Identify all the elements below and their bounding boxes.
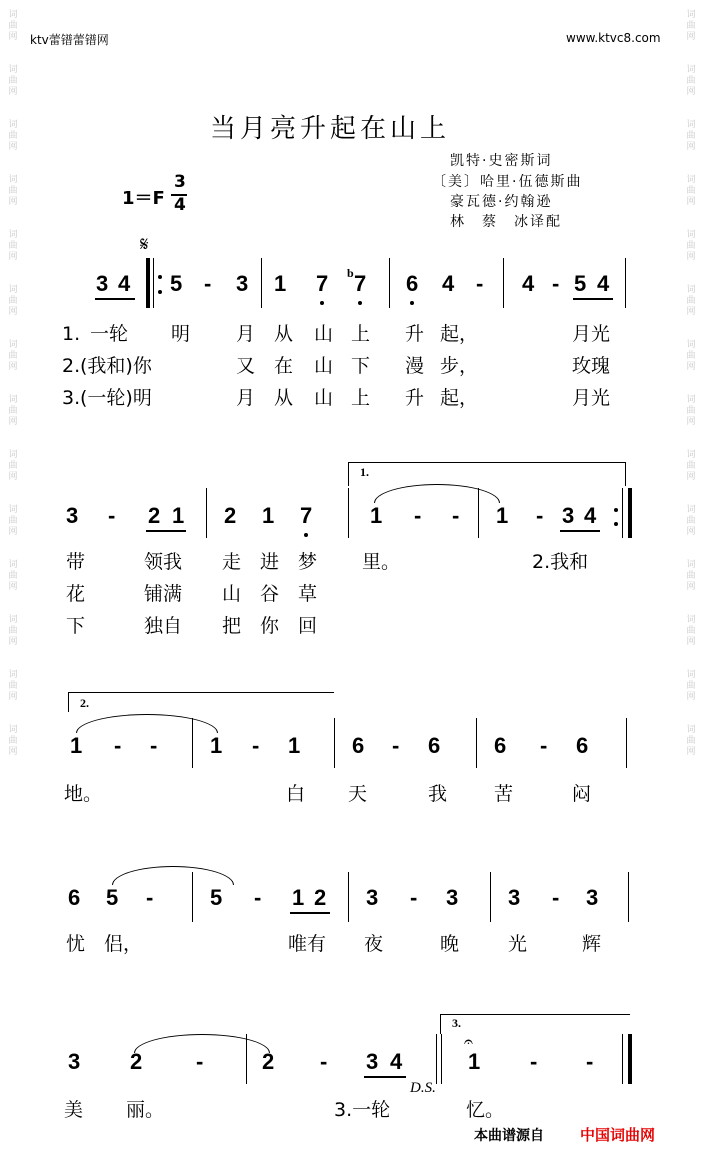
note: 1 xyxy=(292,885,305,910)
lyric: 闷 xyxy=(572,783,592,805)
lyric: 你 xyxy=(260,615,280,637)
ending-1-bracket xyxy=(348,462,626,463)
note: - xyxy=(410,885,418,910)
lyric: 一轮 xyxy=(90,323,129,345)
note: 6 xyxy=(576,733,589,758)
lyric: 铺满 xyxy=(144,583,183,605)
barline xyxy=(503,258,504,308)
note: 6 xyxy=(406,271,419,296)
note: 1 xyxy=(262,503,275,528)
lyric: 草 xyxy=(298,583,318,605)
lyric: 3. xyxy=(62,387,81,409)
lyric: 下 xyxy=(351,355,371,377)
ending-1-bracket-right xyxy=(625,462,626,486)
lyric: 山 xyxy=(314,323,334,345)
note: 5 xyxy=(210,885,223,910)
note: 3 xyxy=(562,503,575,528)
repeat-end-thin xyxy=(622,488,623,538)
note: 6 xyxy=(428,733,441,758)
final-bar-thick xyxy=(628,1034,632,1084)
barline xyxy=(625,258,626,308)
note: 2 xyxy=(130,1049,143,1074)
lyric: 下 xyxy=(66,615,86,637)
lyric: 在 xyxy=(274,355,294,377)
barline xyxy=(334,718,335,768)
note: 3 xyxy=(446,885,459,910)
repeat-end-thick xyxy=(628,488,632,538)
header-right-url: www.ktvc8.com xyxy=(566,31,661,45)
note: 6 xyxy=(68,885,81,910)
credit-composer-2: 豪瓦德·约翰逊 xyxy=(450,194,553,210)
note: 2 xyxy=(224,503,237,528)
lyric: 进 xyxy=(260,551,280,573)
note: - xyxy=(252,733,260,758)
note: 7 xyxy=(316,271,329,296)
barline xyxy=(192,872,193,922)
lyric: 丽。 xyxy=(126,1099,165,1121)
footer-source-text: 本曲谱源自 xyxy=(474,1128,544,1144)
repeat-start-thin xyxy=(153,258,154,308)
note: 5 xyxy=(106,885,119,910)
lyric: 走 xyxy=(222,551,242,573)
final-bar-thin xyxy=(622,1034,623,1084)
credit-lyricist: 凯特·史密斯词 xyxy=(450,153,553,169)
note: 1 xyxy=(210,733,223,758)
repeat-dot xyxy=(158,290,162,294)
barline xyxy=(348,872,349,922)
note: - xyxy=(108,503,116,528)
footer-site-link[interactable]: 中国词曲网 xyxy=(580,1126,656,1144)
note: - xyxy=(146,885,154,910)
low-octave-dot xyxy=(304,533,308,537)
note: - xyxy=(320,1049,328,1074)
lyric: 3.一轮 xyxy=(334,1099,391,1121)
lyric: 夜 xyxy=(364,933,384,955)
note: 1 xyxy=(370,503,383,528)
note: 4 xyxy=(597,271,610,296)
note: 7 xyxy=(300,503,313,528)
barline xyxy=(192,718,193,768)
ending-3-label: 3. xyxy=(452,1016,461,1030)
barline xyxy=(628,872,629,922)
segno-mark: 𝄋 xyxy=(140,232,149,256)
underline xyxy=(290,912,330,914)
note: 3 xyxy=(68,1049,81,1074)
song-title: 当月亮升起在山上 xyxy=(210,114,451,144)
note: 3 xyxy=(508,885,521,910)
lyric: 2.我和 xyxy=(532,551,589,573)
barline xyxy=(626,718,627,768)
lyric: (一轮)明 xyxy=(80,387,152,409)
lyric: 又 xyxy=(236,355,256,377)
lyric: 花 xyxy=(66,583,86,605)
underline xyxy=(364,1076,406,1078)
lyric: 月 xyxy=(236,323,256,345)
watermark-right: 词 曲 网 词 曲 网 词 曲 网 词 曲 网 词 曲 网 词 曲 网 词 曲 网 词 曲 网 词 曲 网 词 曲 网 词 曲 网 词 曲 网 词 曲 网 词 曲 网 xyxy=(686,10,696,757)
credit-translator: 林 蔡 冰译配 xyxy=(450,214,562,230)
ending-2-bracket-left xyxy=(68,692,69,712)
time-denominator: 4 xyxy=(174,195,186,215)
lyric: 美 xyxy=(64,1099,84,1121)
note: 2 xyxy=(148,503,161,528)
note: - xyxy=(204,271,212,296)
repeat-dot xyxy=(614,522,618,526)
lyric: 从 xyxy=(274,323,294,345)
lyric: 明 xyxy=(171,323,191,345)
lyric: 升 xyxy=(405,323,425,345)
note: 2 xyxy=(314,885,327,910)
note: 4 xyxy=(584,503,597,528)
barline xyxy=(348,488,349,538)
note: - xyxy=(150,733,158,758)
note: 1 xyxy=(496,503,509,528)
underline xyxy=(573,298,613,300)
tie xyxy=(374,484,500,503)
lyric: 晚 xyxy=(440,933,460,955)
note: 3 xyxy=(236,271,249,296)
note: - xyxy=(540,733,548,758)
lyric: 月光 xyxy=(572,387,611,409)
note: 3 xyxy=(586,885,599,910)
note: - xyxy=(530,1049,538,1074)
lyric: 从 xyxy=(274,387,294,409)
lyric: 带 xyxy=(66,551,86,573)
barline xyxy=(389,258,390,308)
lyric: 升 xyxy=(405,387,425,409)
barline xyxy=(476,718,477,768)
note: 7 xyxy=(354,271,367,296)
time-numerator: 3 xyxy=(174,172,186,192)
key-signature: 1＝F xyxy=(122,188,165,209)
header-left-text: ktv蕾镨蕾镨网 xyxy=(30,33,109,47)
note: 3 xyxy=(366,1049,379,1074)
lyric: 光 xyxy=(508,933,528,955)
lyric: 起， xyxy=(440,387,479,409)
ending-1-label: 1. xyxy=(360,465,369,479)
lyric: 上 xyxy=(351,323,371,345)
lyric: 我 xyxy=(428,783,448,805)
lyric: 漫 xyxy=(405,355,425,377)
note: 4 xyxy=(522,271,535,296)
lyric: 忧 xyxy=(66,933,86,955)
underline xyxy=(560,530,600,532)
lyric: 山 xyxy=(314,355,334,377)
repeat-dot xyxy=(614,508,618,512)
barline xyxy=(261,258,262,308)
tie xyxy=(112,866,234,885)
note: - xyxy=(476,271,484,296)
lyric: 梦 xyxy=(298,551,318,573)
double-bar-thin xyxy=(436,1034,437,1084)
lyric: 白 xyxy=(286,783,306,805)
note: 4 xyxy=(390,1049,403,1074)
note: 6 xyxy=(494,733,507,758)
lyric: 天 xyxy=(348,783,368,805)
note: - xyxy=(552,885,560,910)
lyric: 山 xyxy=(314,387,334,409)
lyric: 步， xyxy=(440,355,479,377)
note: 3 xyxy=(66,503,79,528)
tie xyxy=(76,714,218,733)
watermark-left: 词 曲 网 词 曲 网 词 曲 网 词 曲 网 词 曲 网 词 曲 网 词 曲 网 词 曲 网 词 曲 网 词 曲 网 词 曲 网 词 曲 网 词 曲 网 词 曲 网 xyxy=(8,10,18,757)
note: 1 xyxy=(70,733,83,758)
note: - xyxy=(552,271,560,296)
double-bar-thin xyxy=(441,1034,442,1084)
ending-1-bracket-left xyxy=(348,462,349,486)
note: - xyxy=(196,1049,204,1074)
note: 3 xyxy=(366,885,379,910)
lyric: 唯有 xyxy=(288,933,327,955)
note: 1 xyxy=(468,1049,481,1074)
lyric: 侣， xyxy=(104,933,143,955)
lyric: 里。 xyxy=(362,551,401,573)
barline xyxy=(478,488,479,538)
lyric: 月 xyxy=(236,387,256,409)
note: 2 xyxy=(262,1049,275,1074)
lyric: (我和)你 xyxy=(80,355,152,377)
lyric: 苦 xyxy=(494,783,514,805)
low-octave-dot xyxy=(320,301,324,305)
note: - xyxy=(254,885,262,910)
lyric: 山 xyxy=(222,583,242,605)
repeat-dot xyxy=(158,275,162,279)
note: 1 xyxy=(288,733,301,758)
flat-sign: b xyxy=(347,266,354,280)
lyric: 独自 xyxy=(144,615,183,637)
lyric: 辉 xyxy=(582,933,602,955)
lyric: 忆。 xyxy=(466,1099,505,1121)
credit-composer: 〔美〕哈里·伍德斯曲 xyxy=(432,174,583,190)
lyric: 起， xyxy=(440,323,479,345)
note: - xyxy=(414,503,422,528)
note: - xyxy=(452,503,460,528)
ending-3-bracket xyxy=(440,1014,630,1015)
underline xyxy=(146,530,186,532)
ending-2-label: 2. xyxy=(80,696,89,710)
lyric: 月光 xyxy=(572,323,611,345)
low-octave-dot xyxy=(410,301,414,305)
lyric: 1. xyxy=(62,323,81,345)
note: 6 xyxy=(352,733,365,758)
ending-2-bracket xyxy=(68,692,334,693)
lyric: 谷 xyxy=(260,583,280,605)
note: 4 xyxy=(442,271,455,296)
barline xyxy=(206,488,207,538)
note: 3 xyxy=(96,271,109,296)
ending-3-bracket-left xyxy=(440,1014,441,1034)
note: - xyxy=(536,503,544,528)
repeat-start-thick xyxy=(146,258,150,308)
lyric: 地。 xyxy=(64,783,103,805)
low-octave-dot xyxy=(358,301,362,305)
barline xyxy=(246,1034,247,1084)
lyric: 玫瑰 xyxy=(572,355,611,377)
lyric: 领我 xyxy=(144,551,183,573)
note: - xyxy=(392,733,400,758)
lyric: 回 xyxy=(298,615,318,637)
fermata-mark: 𝄐 xyxy=(464,1032,473,1051)
note: 5 xyxy=(170,271,183,296)
underline xyxy=(95,298,135,300)
ds-mark: D.S. xyxy=(410,1080,436,1096)
barline xyxy=(490,872,491,922)
note: - xyxy=(586,1049,594,1074)
note: - xyxy=(114,733,122,758)
note: 1 xyxy=(172,503,185,528)
note: 1 xyxy=(274,271,287,296)
note: 4 xyxy=(118,271,131,296)
lyric: 上 xyxy=(351,387,371,409)
lyric: 把 xyxy=(222,615,242,637)
note: 5 xyxy=(574,271,587,296)
lyric: 2. xyxy=(62,355,81,377)
